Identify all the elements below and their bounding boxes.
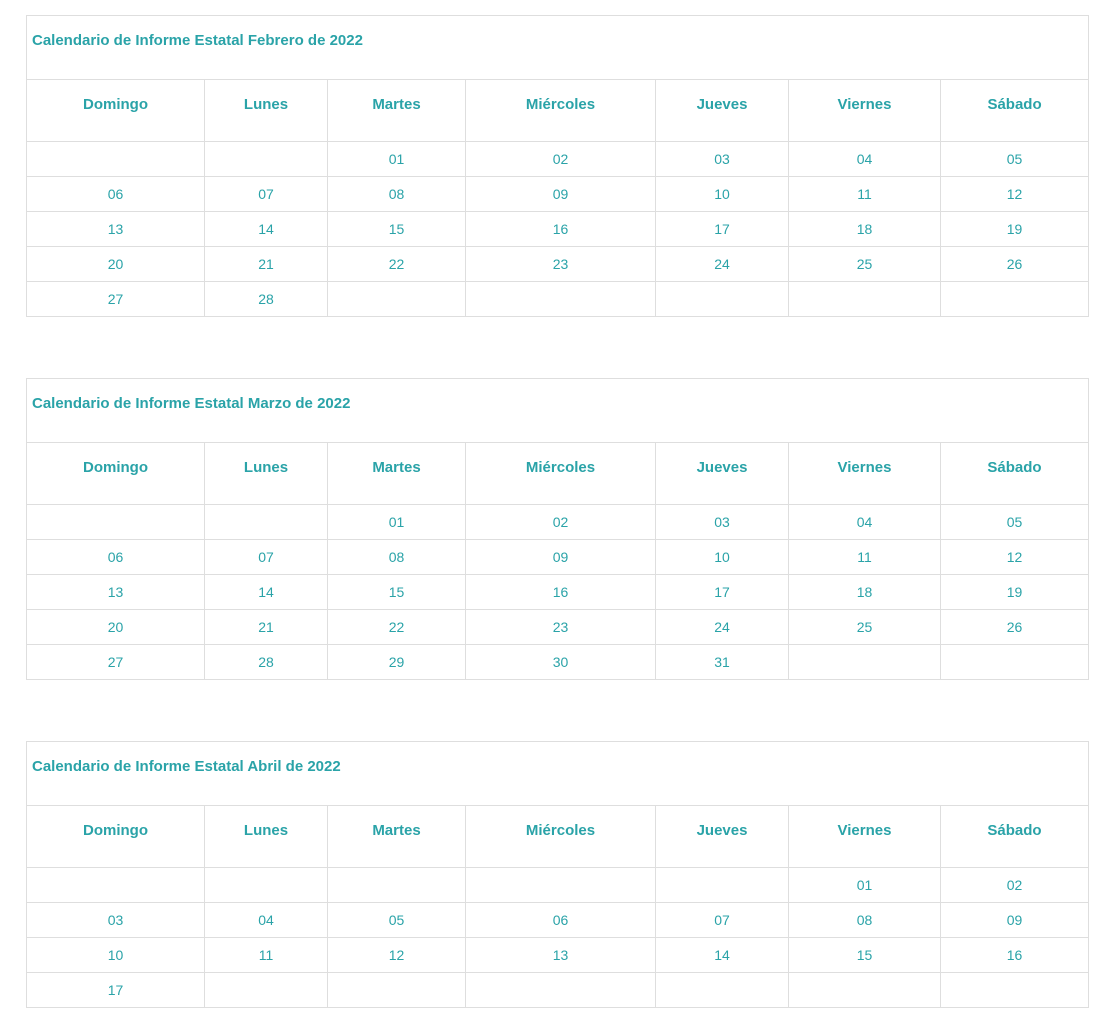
day-cell xyxy=(656,868,789,903)
day-number: 08 xyxy=(856,912,873,928)
day-number: 07 xyxy=(714,912,730,928)
day-number: 15 xyxy=(388,221,405,237)
day-cell xyxy=(656,575,789,610)
weekday-header xyxy=(656,80,789,142)
day-cell xyxy=(941,938,1089,973)
day-number: 04 xyxy=(856,514,873,530)
day-cell xyxy=(27,973,205,1008)
day-cell xyxy=(656,212,789,247)
day-cell xyxy=(27,575,205,610)
day-number: 22 xyxy=(388,256,405,272)
day-cell xyxy=(941,973,1089,1008)
day-number: 27 xyxy=(107,654,124,670)
day-cell xyxy=(656,247,789,282)
day-cell xyxy=(27,212,205,247)
week-row xyxy=(27,540,1089,575)
day-cell xyxy=(205,282,328,317)
day-number: 25 xyxy=(856,619,873,635)
week-row xyxy=(27,575,1089,610)
calendar-table xyxy=(26,741,1089,1008)
weekday-header xyxy=(27,806,205,868)
day-number: 16 xyxy=(552,221,569,237)
day-number: 23 xyxy=(552,256,569,272)
day-cell xyxy=(656,903,789,938)
day-cell xyxy=(328,247,466,282)
day-cell xyxy=(789,575,941,610)
day-number: 12 xyxy=(1006,186,1023,202)
day-cell xyxy=(941,177,1089,212)
day-cell xyxy=(789,645,941,680)
day-number: 25 xyxy=(856,256,873,272)
week-row xyxy=(27,212,1089,247)
day-number: 09 xyxy=(552,549,569,565)
day-number: 13 xyxy=(107,584,124,600)
day-number: 14 xyxy=(714,947,730,963)
day-cell xyxy=(656,540,789,575)
day-cell xyxy=(27,903,205,938)
day-cell xyxy=(789,610,941,645)
week-row xyxy=(27,177,1089,212)
weekday-header xyxy=(328,443,466,505)
day-cell xyxy=(941,505,1089,540)
week-row xyxy=(27,505,1089,540)
day-cell xyxy=(328,505,466,540)
day-number: 26 xyxy=(1006,619,1023,635)
day-number: 06 xyxy=(107,186,124,202)
day-cell xyxy=(941,575,1089,610)
weekday-label: Miércoles xyxy=(525,822,596,839)
day-cell xyxy=(27,540,205,575)
day-cell xyxy=(789,868,941,903)
day-number: 02 xyxy=(552,514,569,530)
day-cell xyxy=(205,177,328,212)
day-cell xyxy=(205,610,328,645)
day-cell xyxy=(656,505,789,540)
weekday-label: Domingo xyxy=(83,822,148,839)
weekday-label: Sábado xyxy=(987,822,1042,839)
day-number: 03 xyxy=(714,151,730,167)
day-number: 05 xyxy=(1006,514,1023,530)
week-row xyxy=(27,938,1089,973)
weekday-header xyxy=(466,806,656,868)
day-number: 15 xyxy=(388,584,405,600)
day-number: 31 xyxy=(714,654,730,670)
day-cell xyxy=(328,868,466,903)
day-cell xyxy=(466,610,656,645)
day-cell xyxy=(466,575,656,610)
day-number: 05 xyxy=(388,912,405,928)
day-number: 04 xyxy=(258,912,274,928)
day-number: 13 xyxy=(552,947,569,963)
day-number: 04 xyxy=(856,151,873,167)
day-cell xyxy=(656,645,789,680)
day-cell xyxy=(328,610,466,645)
day-number: 21 xyxy=(258,619,274,635)
day-cell xyxy=(656,177,789,212)
day-cell xyxy=(941,540,1089,575)
day-cell xyxy=(27,505,205,540)
day-number: 03 xyxy=(714,514,730,530)
day-cell xyxy=(941,903,1089,938)
day-cell xyxy=(941,868,1089,903)
day-number: 09 xyxy=(552,186,569,202)
weekday-label: Martes xyxy=(372,822,421,839)
weekday-label: Martes xyxy=(372,96,421,113)
day-cell xyxy=(466,903,656,938)
day-cell xyxy=(205,575,328,610)
weekday-label: Martes xyxy=(372,459,421,476)
day-number: 14 xyxy=(258,221,274,237)
day-cell xyxy=(27,868,205,903)
weekday-header xyxy=(466,443,656,505)
day-cell xyxy=(656,142,789,177)
weekday-label: Viernes xyxy=(837,459,892,476)
weekday-header xyxy=(656,443,789,505)
day-number: 03 xyxy=(107,912,124,928)
day-number: 18 xyxy=(856,221,873,237)
weekday-label: Jueves xyxy=(696,96,748,113)
day-cell xyxy=(328,212,466,247)
day-cell xyxy=(27,247,205,282)
weekday-header xyxy=(205,80,328,142)
day-cell xyxy=(205,938,328,973)
day-cell xyxy=(941,142,1089,177)
weekday-label: Sábado xyxy=(987,459,1042,476)
day-number: 28 xyxy=(258,291,274,307)
day-number: 13 xyxy=(107,221,124,237)
day-cell xyxy=(27,142,205,177)
day-cell xyxy=(27,938,205,973)
weekday-header xyxy=(941,80,1089,142)
day-number: 17 xyxy=(107,982,124,998)
day-cell xyxy=(205,973,328,1008)
weekday-header xyxy=(205,806,328,868)
day-number: 30 xyxy=(552,654,569,670)
day-number: 12 xyxy=(388,947,405,963)
day-number: 10 xyxy=(107,947,124,963)
day-cell xyxy=(466,505,656,540)
week-row xyxy=(27,645,1089,680)
weekday-header xyxy=(205,443,328,505)
day-number: 28 xyxy=(258,654,274,670)
day-number: 27 xyxy=(107,291,124,307)
day-number: 10 xyxy=(714,186,730,202)
day-number: 18 xyxy=(856,584,873,600)
day-number: 17 xyxy=(714,584,730,600)
day-number: 11 xyxy=(857,549,872,565)
day-number: 29 xyxy=(388,654,405,670)
day-cell xyxy=(941,212,1089,247)
day-cell xyxy=(789,973,941,1008)
day-cell xyxy=(941,645,1089,680)
day-number: 11 xyxy=(258,947,274,963)
day-cell xyxy=(466,142,656,177)
day-cell xyxy=(789,903,941,938)
weekday-label: Viernes xyxy=(837,96,892,113)
weekday-header xyxy=(941,806,1089,868)
day-cell xyxy=(789,505,941,540)
day-cell xyxy=(205,540,328,575)
day-cell xyxy=(656,973,789,1008)
day-number: 10 xyxy=(714,549,730,565)
day-cell xyxy=(27,645,205,680)
day-number: 06 xyxy=(107,549,124,565)
day-number: 05 xyxy=(1006,151,1023,167)
day-number: 22 xyxy=(388,619,405,635)
day-cell xyxy=(328,645,466,680)
weekday-label: Lunes xyxy=(243,822,289,839)
day-cell xyxy=(328,282,466,317)
day-number: 08 xyxy=(388,186,405,202)
day-number: 19 xyxy=(1006,584,1023,600)
day-cell xyxy=(941,610,1089,645)
calendar-title-cell xyxy=(27,742,1089,806)
weekday-header xyxy=(656,806,789,868)
day-number: 06 xyxy=(552,912,569,928)
day-number: 24 xyxy=(714,256,730,272)
calendar-title-cell xyxy=(27,16,1089,80)
weekday-label: Domingo xyxy=(83,459,148,476)
day-cell xyxy=(941,247,1089,282)
calendar-title: Calendario de Informe Estatal Marzo de 2022 xyxy=(32,395,351,412)
day-cell xyxy=(656,938,789,973)
week-row xyxy=(27,247,1089,282)
day-number: 16 xyxy=(1006,947,1023,963)
day-cell xyxy=(27,610,205,645)
weekday-header xyxy=(789,443,941,505)
day-cell xyxy=(789,247,941,282)
day-cell xyxy=(328,575,466,610)
day-cell xyxy=(205,142,328,177)
day-cell xyxy=(328,177,466,212)
weekday-label: Lunes xyxy=(243,459,289,476)
weekday-header xyxy=(328,80,466,142)
calendar-title: Calendario de Informe Estatal Febrero de 2022 xyxy=(32,32,363,49)
day-cell xyxy=(205,212,328,247)
day-number: 17 xyxy=(714,221,730,237)
day-cell xyxy=(789,142,941,177)
day-cell xyxy=(205,645,328,680)
day-number: 14 xyxy=(258,584,274,600)
day-cell xyxy=(205,903,328,938)
day-number: 02 xyxy=(552,151,569,167)
day-cell xyxy=(466,868,656,903)
weekday-header xyxy=(27,80,205,142)
day-cell xyxy=(205,247,328,282)
day-number: 19 xyxy=(1006,221,1023,237)
week-row xyxy=(27,973,1089,1008)
weekday-label: Domingo xyxy=(83,96,148,113)
week-row xyxy=(27,610,1089,645)
day-number: 07 xyxy=(258,549,274,565)
weekday-header xyxy=(466,80,656,142)
day-number: 23 xyxy=(552,619,569,635)
day-number: 16 xyxy=(552,584,569,600)
day-cell xyxy=(789,540,941,575)
day-number: 01 xyxy=(856,877,873,893)
day-number: 24 xyxy=(714,619,730,635)
day-cell xyxy=(466,177,656,212)
day-cell xyxy=(789,177,941,212)
calendar-table xyxy=(26,378,1089,680)
day-number: 12 xyxy=(1006,549,1023,565)
weekday-label: Jueves xyxy=(696,822,748,839)
day-cell xyxy=(466,938,656,973)
day-number: 21 xyxy=(258,256,274,272)
weekday-header-row xyxy=(27,806,1089,868)
day-number: 01 xyxy=(388,151,405,167)
week-row xyxy=(27,868,1089,903)
day-number: 01 xyxy=(388,514,405,530)
day-cell xyxy=(466,973,656,1008)
day-cell xyxy=(27,177,205,212)
day-cell xyxy=(789,212,941,247)
weekday-header xyxy=(789,806,941,868)
day-number: 09 xyxy=(1006,912,1023,928)
weekday-header xyxy=(789,80,941,142)
week-row xyxy=(27,282,1089,317)
week-row xyxy=(27,142,1089,177)
day-cell xyxy=(328,142,466,177)
day-cell xyxy=(328,903,466,938)
calendar-title-cell xyxy=(27,379,1089,443)
day-cell xyxy=(466,540,656,575)
weekday-header xyxy=(27,443,205,505)
calendar-table xyxy=(26,15,1089,317)
day-number: 20 xyxy=(107,256,124,272)
weekday-header-row xyxy=(27,80,1089,142)
day-number: 08 xyxy=(388,549,405,565)
calendar-title: Calendario de Informe Estatal Abril de 2022 xyxy=(32,758,341,775)
day-cell xyxy=(656,610,789,645)
weekday-label: Sábado xyxy=(987,96,1042,113)
day-cell xyxy=(328,540,466,575)
day-number: 26 xyxy=(1006,256,1023,272)
week-row xyxy=(27,903,1089,938)
day-number: 11 xyxy=(857,186,872,202)
day-cell xyxy=(205,868,328,903)
day-cell xyxy=(466,247,656,282)
day-cell xyxy=(27,282,205,317)
day-cell xyxy=(656,282,789,317)
weekday-label: Miércoles xyxy=(525,459,596,476)
weekday-label: Jueves xyxy=(696,459,748,476)
weekday-header xyxy=(328,806,466,868)
day-cell xyxy=(328,973,466,1008)
day-cell xyxy=(466,212,656,247)
day-number: 07 xyxy=(258,186,274,202)
day-number: 15 xyxy=(856,947,873,963)
day-cell xyxy=(205,505,328,540)
weekday-label: Lunes xyxy=(243,96,289,113)
day-cell xyxy=(328,938,466,973)
day-cell xyxy=(941,282,1089,317)
day-cell xyxy=(466,645,656,680)
day-cell xyxy=(789,938,941,973)
weekday-header xyxy=(941,443,1089,505)
day-number: 02 xyxy=(1006,877,1023,893)
day-number: 20 xyxy=(107,619,124,635)
weekday-label: Miércoles xyxy=(525,96,596,113)
day-cell xyxy=(789,282,941,317)
day-cell xyxy=(466,282,656,317)
weekday-label: Viernes xyxy=(837,822,892,839)
weekday-header-row xyxy=(27,443,1089,505)
